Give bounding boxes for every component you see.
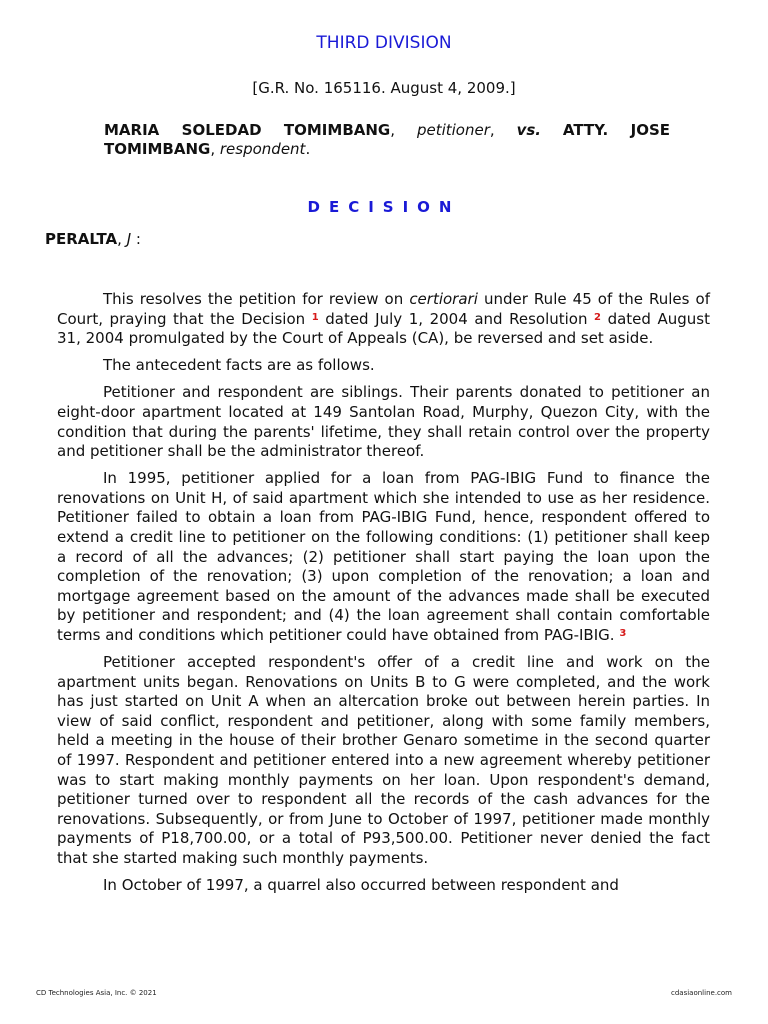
paragraph-1-text-a: This resolves the petition for review on [103,290,410,308]
footnote-1-link[interactable]: 1 [311,311,319,323]
paragraph-1-certiorari: certiorari [409,290,478,308]
paragraph-4-text: In 1995, petitioner applied for a loan from PAG-IBIG Fund to finance the renovations on Unit H, of said apartment which she intended to use as her residence. Petitioner failed to obtain a loan from PAG-IBIG Fund, hence, respondent offered to extend a credit line to petitioner on the following conditions: (1) petitioner shall keep a record of all the advances; (2) petitioner shall start paying the loan upon the completion of the renovation; (3) upon completion of the renovation; a loan and mortgage agreement based on the amount of the advances made shall be executed by petitioner and respondent; and (4) the loan agreement shall contain comfortable terms and conditions which petitioner could have obtained from PAG-IBIG. [57,469,710,644]
division-heading: THIRD DIVISION [316,33,452,53]
paragraph-1-text-d: dated July 1, 2004 and Resolution [318,309,595,328]
versus: vs. [516,121,541,139]
ponente-title: J [126,230,132,248]
paragraph-5: Petitioner accepted respondent's offer of a credit line and work on the apartment units began. Renovations on Units B to G were completed, and the work has just started on Unit A when an altercation broke out between herein parties. In view of said conflict, respondent and petitioner, along with some family members, held a meeting in the house of their brother Genaro sometime in the second quarter of 1997. Respondent and petitioner entered into a new agreement whereby petitioner was to start making monthly payments on her loan. Upon respondent's demand, petitioner turned over to respondent all the records of the cash advances for the renovations. Subsequently, or from June to October of 1997, petitioner made monthly payments of P18,700.00, or a total of P93,500.00. Petitioner never denied the fact that she started making such monthly payments. [57,653,710,868]
respondent-role: respondent [219,140,306,158]
decision-heading: DECISION [307,198,461,216]
footer-website: cdasiaonline.com [671,989,732,997]
ponente-name: PERALTA [45,230,118,248]
paragraph-4 [57,469,710,645]
footer-copyright: CD Technologies Asia, Inc. © 2021 [36,989,157,997]
decision-body [57,290,710,903]
case-number: [G.R. No. 165116. August 4, 2009.] [252,79,516,97]
paragraph-6: In October of 1997, a quarrel also occurred between respondent and [103,876,619,895]
paragraph-2: The antecedent facts are as follows. [103,356,375,375]
footnote-3-link[interactable]: 3 [619,628,627,639]
footnote-2-link[interactable]: 2 [594,311,602,323]
ponente: PERALTA, J : [45,230,141,248]
petitioner-role: petitioner [416,121,490,139]
paragraph-1 [57,290,710,349]
paragraph-3: Petitioner and respondent are siblings. Their parents donated to petitioner an eight-door apartment located at 149 Santolan Road, Murphy, Quezon City, with the condition that during the parents' lifetime, they shall retain control over the property and petitioner shall be the administrator thereof. [57,383,710,461]
case-parties: MARIA SOLEDAD TOMIMBANG, petitioner, vs. ATTY. JOSE TOMIMBANG, respondent. [104,121,670,158]
paragraph-1-text-e: dated August 31, 2004 promulgated by the Court of Appeals (CA), be reversed and set aside. [57,309,710,348]
petitioner-name: MARIA SOLEDAD TOMIMBANG [104,121,391,139]
respondent-name: ATTY. JOSE TOMIMBANG [104,121,670,158]
paragraph-1-text-c: under Rule 45 of the Rules of Court, praying that the Decision [57,290,710,328]
